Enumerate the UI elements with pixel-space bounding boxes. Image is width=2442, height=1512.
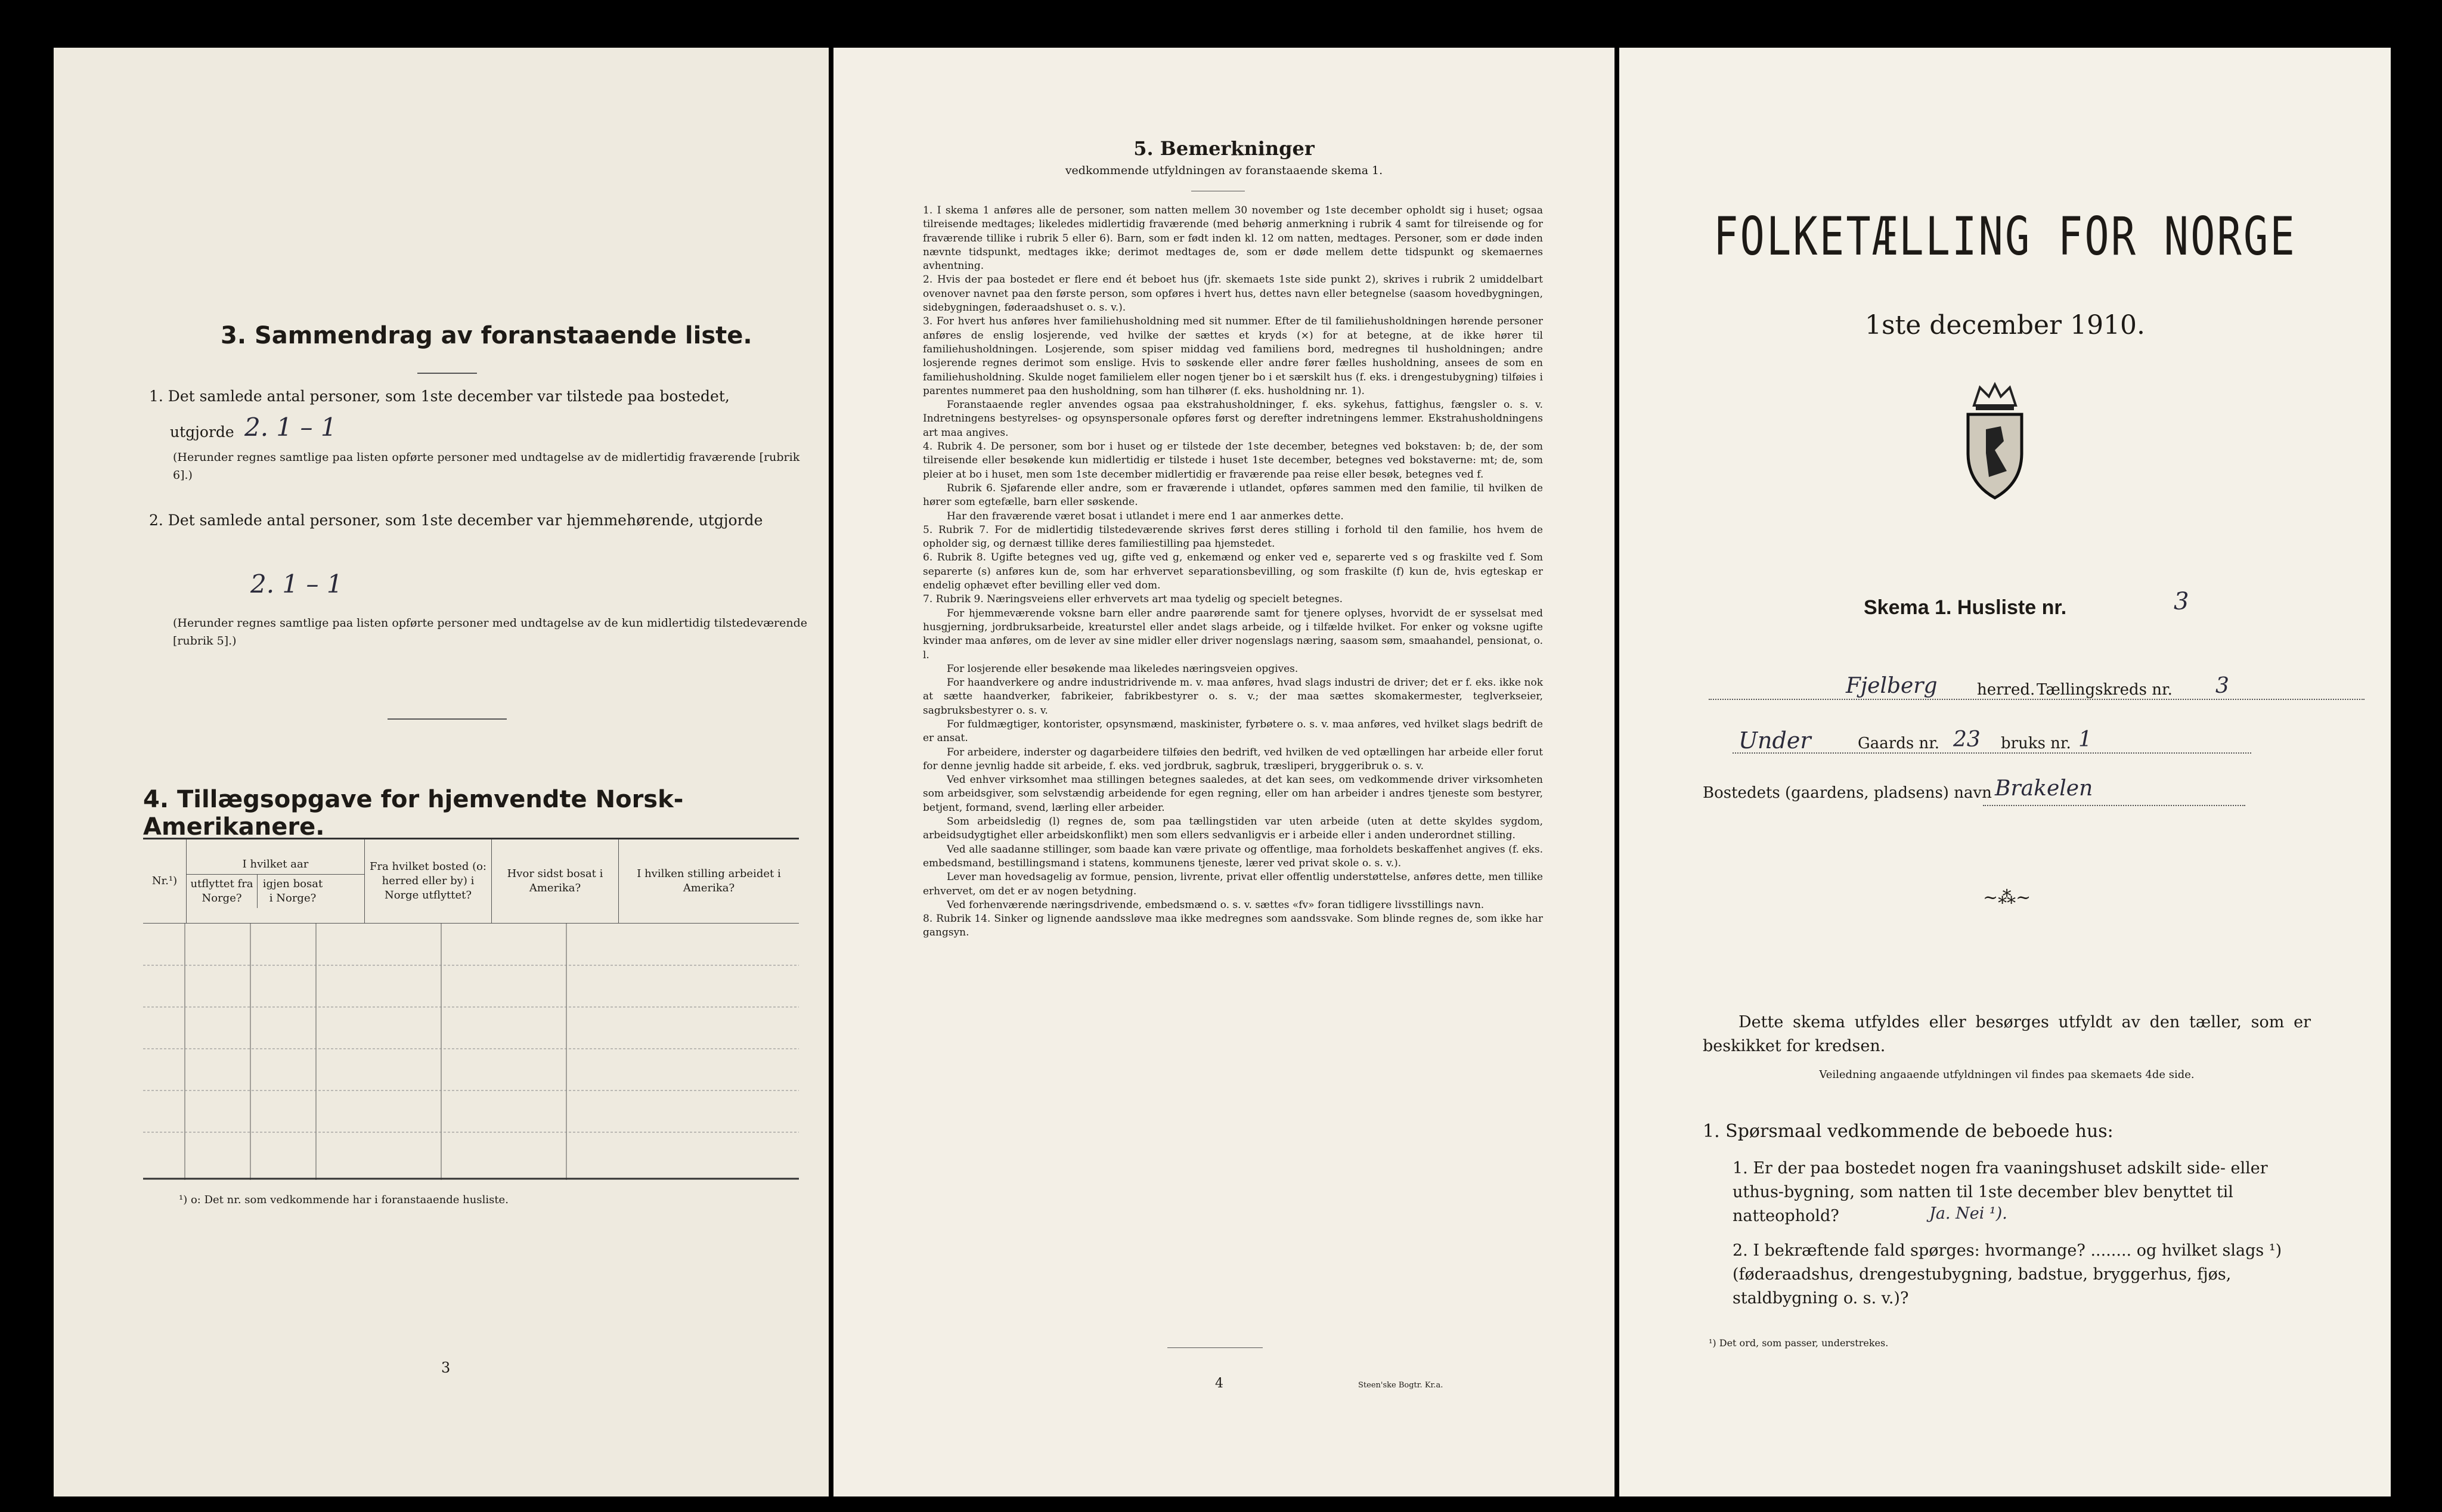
item1-handwritten-value: 2. 1 – 1 bbox=[244, 413, 337, 442]
census-date: 1ste december 1910. bbox=[1864, 310, 2146, 340]
header-returned: igjen bosat i Norge? bbox=[257, 875, 328, 908]
remark-item: Ved alle saadanne stillinger, som baade kan være private og offentlige, maa forholdets beskaffenhet angives (f. eks. embedsmand, bestillingsmand i statens, kommunens tjeneste, lærer ved privat skole o. s. v.). bbox=[923, 843, 1543, 869]
bosted-label: Bostedets (gaardens, pladsens) navn bbox=[1703, 784, 1992, 802]
instruction-text: Dette skema utfyldes eller besørges utfyldt av den tæller, som er beskikket for kredsen. bbox=[1703, 1013, 2311, 1055]
divider bbox=[388, 718, 507, 720]
remark-item: 6. Rubrik 8. Ugifte betegnes ved ug, gifte ved g, enkemænd og enker ved e, separerte ved s og fraskilte ved f. Som separerte (s) anføres kun de, som har erhvervet separationsbevilling, og som fraskilte (f) kun de, hvis egteskap er endelig ophævet efter bevilling eller ved dom. bbox=[923, 551, 1543, 592]
gaard-value: Under bbox=[1738, 727, 1811, 754]
remark-item: For hjemmeværende voksne barn eller andre paarørende samt for tjenere oplyses, hvorvidt de er sysselsat med husgjerning, jordbruksarbeide, kreaturstel eller andet slags arbeide, og i tilfælde hvilket. For enker og voksne ugifte kvinder maa anføres, om de lever av sine midler eller driver nogenslags næring, saasom søm, smaahandel, pensionat, o. l. bbox=[923, 607, 1543, 661]
printer-mark: Steen'ske Bogtr. Kr.a. bbox=[1358, 1381, 1443, 1390]
question-1: 1. Er der paa bostedet nogen fra vaaningshuset adskilt side- eller uthus-bygning, som natten til 1ste december blev benyttet til natteophold? bbox=[1733, 1159, 2268, 1225]
husliste-nr-value: 3 bbox=[2174, 588, 2189, 615]
remark-item: 2. Hvis der paa bostedet er flere end ét beboet hus (jfr. skemaets 1ste side punkt 2), skrives i rubrik 2 umiddelbart ovenover navnet paa den første person, som opføres i hvert hus, dettes navn eller betegnelse (saasom hovedbygningen, sidebygningen, føderaadshuset o. s. v.). bbox=[923, 274, 1543, 314]
divider bbox=[1167, 1347, 1263, 1348]
instruction-small: Veiledning angaaende utfyldningen vil findes paa skemaets 4de side. bbox=[1819, 1068, 2195, 1081]
item1-note: (Herunder regnes samtlige paa listen opførte personer med undtagelse av de midlertidig fraværende [rubrik 6].) bbox=[173, 451, 800, 482]
summary-item-2: 2. Det samlede antal personer, som 1ste december var hjemmehørende, utgjorde bbox=[149, 512, 763, 529]
remark-item: 7. Rubrik 9. Næringsveiens eller erhvervets art maa tydelig og specielt betegnes. bbox=[923, 593, 1343, 606]
remark-item: 5. Rubrik 7. For de midlertidig tilstedeværende skrives først deres stilling i forhold til den familie, hos hvem de opholder sig, og dernæst tillike deres familiestilling paa hjemstedet. bbox=[923, 523, 1543, 550]
question-1-answer: Ja. Nei ¹). bbox=[1929, 1204, 2007, 1223]
bosted-line bbox=[1983, 804, 2245, 806]
header-last-america: Hvor sidst bosat i Amerika? bbox=[492, 839, 619, 923]
remark-item: 4. Rubrik 4. De personer, som bor i huset og er tilstede der 1ste december, betegnes ved bokstaven: b; de, der som tilreisende eller besøkende kun midlertidig er tilstede i huset 1ste december, betegnes ved bokstaverne: mt; de, som pleier at bo i huset, men som 1ste december midlertidig er fraværende paa reise eller besøk, betegnes ved f. bbox=[923, 441, 1543, 481]
census-title: FOLKETÆLLING FOR NORGE bbox=[1713, 206, 2297, 267]
remark-item: Ved forhenværende næringsdrivende, embedsmænd o. s. v. sættes «fv» foran tidligere livsstillings navn. bbox=[947, 898, 1485, 911]
header-emigrated: utflyttet fra Norge? bbox=[190, 877, 253, 904]
table-footnote: ¹) o: Det nr. som vedkommende har i foranstaaende husliste. bbox=[179, 1194, 509, 1206]
remark-item: Som arbeidsledig (l) regnes de, som paa tællingstiden var uten arbeide (uten at dette skyldes sygdom, arbeidsudygtighet eller arbeidskonflikt) men som ellers sedvanligvis er i arbeide eller i anden underordnet stilling. bbox=[923, 816, 1543, 842]
remark-item: Foranstaaende regler anvendes ogsaa paa ekstrahusholdninger, f. eks. sykehus, fattighus, fængsler o. s. v. Indretningens bestyrelses- og opsynspersonale opføres først og derefter indretningens lemmer. Ekstrahusholdningens art maa angives. bbox=[923, 399, 1543, 439]
item1-label: utgjorde bbox=[170, 423, 234, 441]
remark-item: 1. I skema 1 anføres alle de personer, som natten mellem 30 november og 1ste december opholdt sig i huset; ogsaa tilreisende medtages; likeledes midlertidig fraværende (med behørig anmerkning i rubrik 4 samt for tilreisende og for fraværende tillike i rubrik 5 eller 6). Barn, som er født inden kl. 12 om natten, medtages. Personer, som er døde inden nævnte tidspunkt, medtages ikke; derimot medtages de, som er døde mellem dette tidspunkt og skemaernes avhentning. bbox=[923, 205, 1543, 272]
item2-note: (Herunder regnes samtlige paa listen opførte personer med undtagelse av de kun midlertidig tilstedeværende [rubrik 5].) bbox=[173, 616, 808, 647]
remark-item: Ved enhver virksomhet maa stillingen betegnes saaledes, at det kan sees, om vedkommende driver virksomheten som arbeidsgiver, som selvstændig arbeidende for egen regning, eller om han arbeider i andres tjeneste som bestyrer, betjent, formand, svend, lærling eller arbeider. bbox=[923, 774, 1543, 814]
divider bbox=[417, 373, 477, 374]
remark-item: 8. Rubrik 14. Sinker og lignende aandssløve maa ikke medregnes som aandssvake. Som blinde regnes de, som ikke har gangsyn. bbox=[923, 913, 1543, 939]
ornament-icon: ~⁂~ bbox=[1983, 887, 2031, 908]
remark-item: For fuldmægtiger, kontorister, opsynsmænd, maskinister, fyrbøtere o. s. v. maa anføres, ved hvilket slags bedrift de er ansat. bbox=[923, 718, 1543, 745]
item2-handwritten-value: 2. 1 – 1 bbox=[250, 569, 343, 599]
schema-label: Skema 1. Husliste nr. bbox=[1864, 596, 2067, 619]
page-right bbox=[1619, 48, 2391, 1496]
table-body-grid bbox=[143, 923, 799, 1180]
herred-label: herred. bbox=[1977, 681, 2035, 699]
footnote: ¹) Det ord, som passer, understrekes. bbox=[1709, 1337, 1889, 1349]
remarks-list bbox=[923, 204, 1543, 940]
gaards-label: Gaards nr. bbox=[1858, 735, 1940, 752]
remark-item: Har den fraværende været bosat i utlandet i mere end 1 aar anmerkes dette. bbox=[947, 510, 1344, 522]
herred-value: Fjelberg bbox=[1846, 674, 1938, 698]
header-year: I hvilket aar bbox=[187, 855, 364, 875]
header-nr: Nr.¹) bbox=[151, 875, 178, 887]
remark-item: For arbeidere, inderster og dagarbeidere tilføies den bedrift, ved hvilken de ved optællingen har arbeide eller forut for denne jevnlig hadde sit arbeide, f. eks. ved jordbruk, sagbruk, træsliperi, bryggeribruk o. s. v. bbox=[923, 746, 1543, 772]
bruks-value: 1 bbox=[2078, 727, 2092, 752]
remark-item: For losjerende eller besøkende maa likeledes næringsveien opgives. bbox=[947, 662, 1299, 675]
questions-title: 1. Spørsmaal vedkommende de beboede hus: bbox=[1703, 1121, 2113, 1142]
header-from-where: Fra hvilket bosted (o: herred eller by) i Norge utflyttet? bbox=[365, 839, 492, 923]
bruks-label: bruks nr. bbox=[2001, 735, 2071, 752]
norwegian-coat-of-arms-icon bbox=[1953, 382, 2037, 501]
summary-item-1: 1. Det samlede antal personer, som 1ste december var tilstede paa bostedet, bbox=[149, 388, 730, 405]
remark-item: Rubrik 6. Sjøfarende eller andre, som er fraværende i utlandet, opføres sammen med den familie, til hvilken de hører som egtefælle, barn eller søskende. bbox=[923, 482, 1543, 509]
norsk-amerikanere-table bbox=[143, 838, 799, 1180]
header-occupation: I hvilken stilling arbeidet i Amerika? bbox=[619, 839, 799, 923]
page-left bbox=[54, 48, 829, 1496]
section3-title: 3. Sammendrag av foranstaaende liste. bbox=[221, 322, 752, 349]
remarks-subtitle: vedkommende utfyldningen av foranstaaende skema 1. bbox=[1065, 164, 1383, 177]
page-number: 3 bbox=[441, 1359, 451, 1376]
remark-item: 3. For hvert hus anføres hver familiehusholdning med sit nummer. Efter de til familiehusholdningen hørende personer anføres de enslig losjerende, ved hvilke der sættes et kryds (×) for at betegne, at de ikke hører til familiehusholdningen. Losjerende, som spiser middag ved familiens bord, medregnes til husholdningen; andre losjerende regnes derimot som enslige. Hvis to søskende eller andre fører fælles husholdning, ansees de som en familiehusholdning. Skulde noget familielem eller nogen tjener bo i et særskilt hus (f. eks. i drengestubygning) tilføies i parentes nummeret paa den husholdning, som han tilhører (f. eks. husholdning nr. 1). bbox=[923, 315, 1543, 397]
page-number: 4 bbox=[1215, 1376, 1223, 1391]
question-2: 2. I bekræftende fald spørges: hvormange? ........ og hvilket slags ¹) (føderaadshus, drengestubygning, badstue, bryggerhus, fjøs, staldbygning o. s. v.)? bbox=[1733, 1241, 2282, 1307]
bosted-value: Brakelen bbox=[1995, 776, 2093, 801]
header-year-group bbox=[187, 839, 365, 923]
page-middle bbox=[833, 48, 1614, 1496]
krets-value: 3 bbox=[2215, 674, 2229, 698]
krets-label: Tællingskreds nr. bbox=[2037, 681, 2173, 699]
remarks-title: 5. Bemerkninger bbox=[1133, 137, 1315, 160]
section4-title: 4. Tillægsopgave for hjemvendte Norsk-Amerikanere. bbox=[143, 786, 684, 841]
remark-item: For haandverkere og andre industridrivende m. v. maa anføres, hvad slags industri de driver; det er f. eks. ikke nok at sætte haandverker, fabrikeier, fabrikbestyrer o. s. v.; der maa sættes skomakermester, teglverkseier, sagbruksbestyrer o. s. v. bbox=[923, 677, 1543, 717]
remark-item: Lever man hovedsagelig av formue, pension, livrente, privat eller offentlig understøttelse, anføres dette, men tillike erhvervet, om det er av nogen betydning. bbox=[923, 871, 1543, 897]
gaards-value: 23 bbox=[1953, 727, 1981, 752]
